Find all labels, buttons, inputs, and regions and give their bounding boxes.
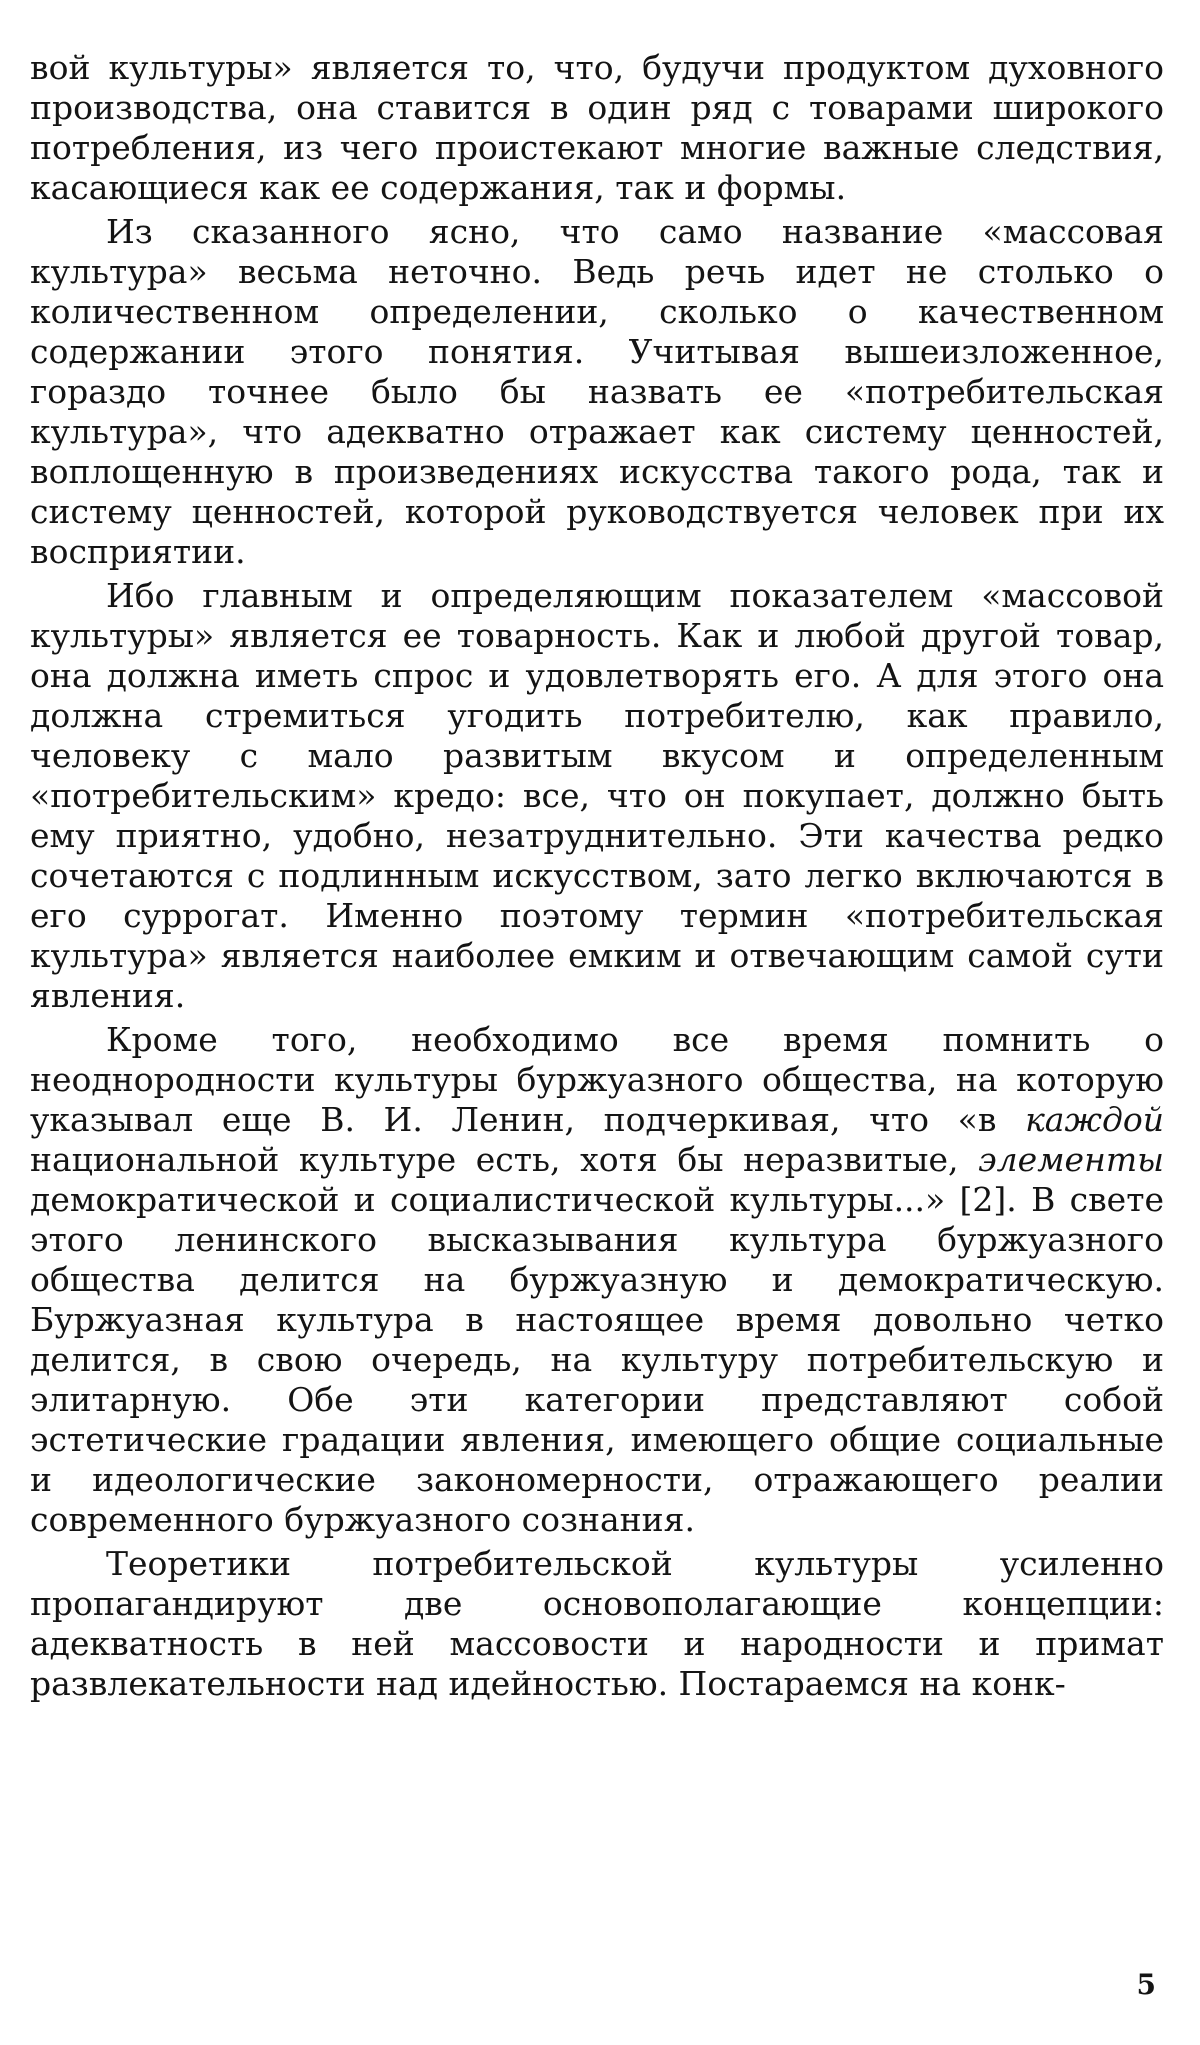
- paragraph-5: Теоретики потребительской культуры усиленно пропагандируют две основополагающие концепции: адекватность в ней массовости и народности и примат развлекательности над идейностью. Постараемся на конк-: [30, 1544, 1164, 1703]
- emphasis-elements: элементы: [978, 1140, 1164, 1179]
- page-body: [30, 48, 1164, 1704]
- paragraph-3: Ибо главным и определяющим показателем «массовой культуры» является ее товарность. Как и любой другой товар, она должна иметь спрос и удовлетворять его. А для этого она должна стремиться угодить потребителю, как правило, человеку с мало развитым вкусом и определенным «потребительским» кредо: все, что он покупает, должно быть ему приятно, удобно, незатруднительно. Эти качества редко сочетаются с подлинным искусством, зато легко включаются в его суррогат. Именно поэтому термин «потребительская культура» является наиболее емким и отвечающим самой сути явления.: [30, 576, 1164, 1015]
- paragraph-4: [30, 1020, 1164, 1540]
- emphasis-each: каждой: [1025, 1100, 1164, 1139]
- page-number: 5: [1136, 1968, 1156, 2001]
- paragraph-4-text-b: национальной культуре есть, хотя бы неразвитые,: [30, 1140, 979, 1179]
- paragraph-4-text-a: Кроме того, необходимо все время помнить о неоднородности культуры буржуазного общества, на которую указывал еще В. И. Ленин, подчеркивая, что «в: [30, 1020, 1164, 1139]
- paragraph-1: вой культуры» является то, что, будучи продуктом духовного производства, она ставится в один ряд с товарами широкого потребления, из чего проистекают многие важные следствия, касающиеся как ее содержания, так и формы.: [30, 48, 1164, 207]
- paragraph-4-text-c: демократической и социалистической культуры...» [2]. В свете этого ленинского высказывания культура буржуазного общества делится на буржуазную и демократическую. Буржуазная культура в настоящее время довольно четко делится, в свою очередь, на культуру потребительскую и элитарную. Обе эти категории представляют собой эстетические градации явления, имеющего общие социальные и идеологические закономерности, отражающего реалии современного буржуазного сознания.: [30, 1180, 1164, 1539]
- paragraph-2: Из сказанного ясно, что само название «массовая культура» весьма неточно. Ведь речь идет не столько о количественном определении, сколько о качественном содержании этого понятия. Учитывая вышеизложенное, гораздо точнее было бы назвать ее «потребительская культура», что адекватно отражает как систему ценностей, воплощенную в произведениях искусства такого рода, так и систему ценностей, которой руководствуется человек при их восприятии.: [30, 212, 1164, 571]
